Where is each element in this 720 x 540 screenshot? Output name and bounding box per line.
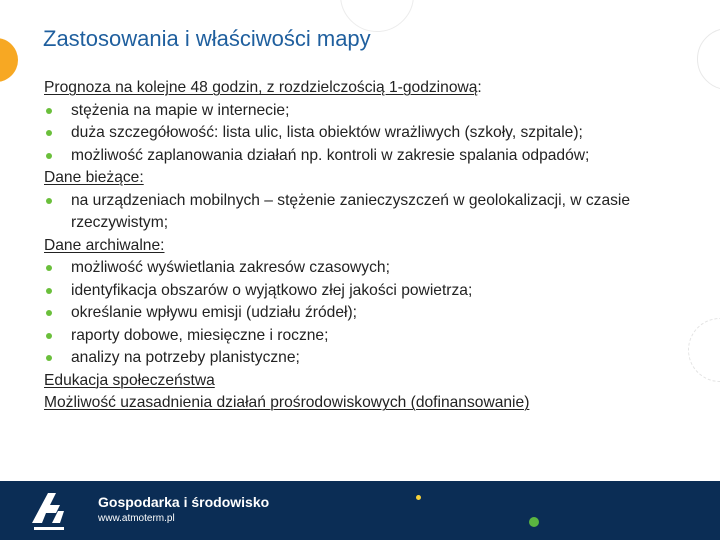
bullet-dot-icon <box>46 333 52 339</box>
list-item: analizy na potrzeby planistyczne; <box>44 347 684 370</box>
section-heading-justification: Możliwość uzasadnienia działań prośrodowiskowych (dofinansowanie) <box>44 394 530 411</box>
bullet-dot-icon <box>46 265 52 271</box>
decorative-ring-right <box>697 28 720 90</box>
section-heading-archive-data: Dane archiwalne: <box>44 236 165 254</box>
section-heading-current-data: Dane bieżące: <box>44 169 144 186</box>
section-heading-forecast <box>44 77 684 100</box>
slide-title: Zastosowania i właściwości mapy <box>43 26 371 51</box>
decorative-yellow-dot <box>416 495 421 500</box>
decorative-orange-circle <box>0 38 18 82</box>
list-item: raporty dobowe, miesięczne i roczne; <box>44 325 684 348</box>
bullet-dot-icon <box>46 310 52 316</box>
list-item: możliwość zaplanowania działań np. kontroli w zakresie spalania odpadów; <box>44 145 684 168</box>
bullet-dot-icon <box>46 153 52 159</box>
list-item: identyfikacja obszarów o wyjątkowo złej jakości powietrza; <box>44 280 684 303</box>
list-item: duża szczegółowość: lista ulic, lista obiektów wrażliwych (szkoły, szpitale); <box>44 122 684 145</box>
section-heading-text: Prognoza na kolejne 48 godzin, z rozdzielczością 1-godzinową <box>44 79 478 96</box>
section-heading-education: Edukacja społeczeństwa <box>44 371 215 389</box>
bullet-dot-icon <box>46 130 52 136</box>
footer-brand-name: Gospodarka i środowisko <box>98 494 270 510</box>
slide-content <box>44 77 684 415</box>
footer-bar <box>0 481 720 540</box>
atmoterm-logo-icon <box>28 489 70 533</box>
list-item: stężenia na mapie w internecie; <box>44 100 684 123</box>
list-item: na urządzeniach mobilnych – stężenie zanieczyszczeń w geolokalizacji, w czasie rzeczywistym; <box>44 190 684 235</box>
section-heading-suffix: : <box>477 79 482 96</box>
bullet-dot-icon <box>46 355 52 361</box>
bullet-dot-icon <box>46 198 52 204</box>
decorative-green-dot <box>529 517 539 527</box>
footer-website-link[interactable]: www.atmoterm.pl <box>98 513 175 524</box>
decorative-ring-right-lower <box>688 318 720 382</box>
bullet-dot-icon <box>46 288 52 294</box>
bullet-dot-icon <box>46 108 52 114</box>
list-item: możliwość wyświetlania zakresów czasowych; <box>44 257 684 280</box>
list-item: określanie wpływu emisji (udziału źródeł); <box>44 302 684 325</box>
